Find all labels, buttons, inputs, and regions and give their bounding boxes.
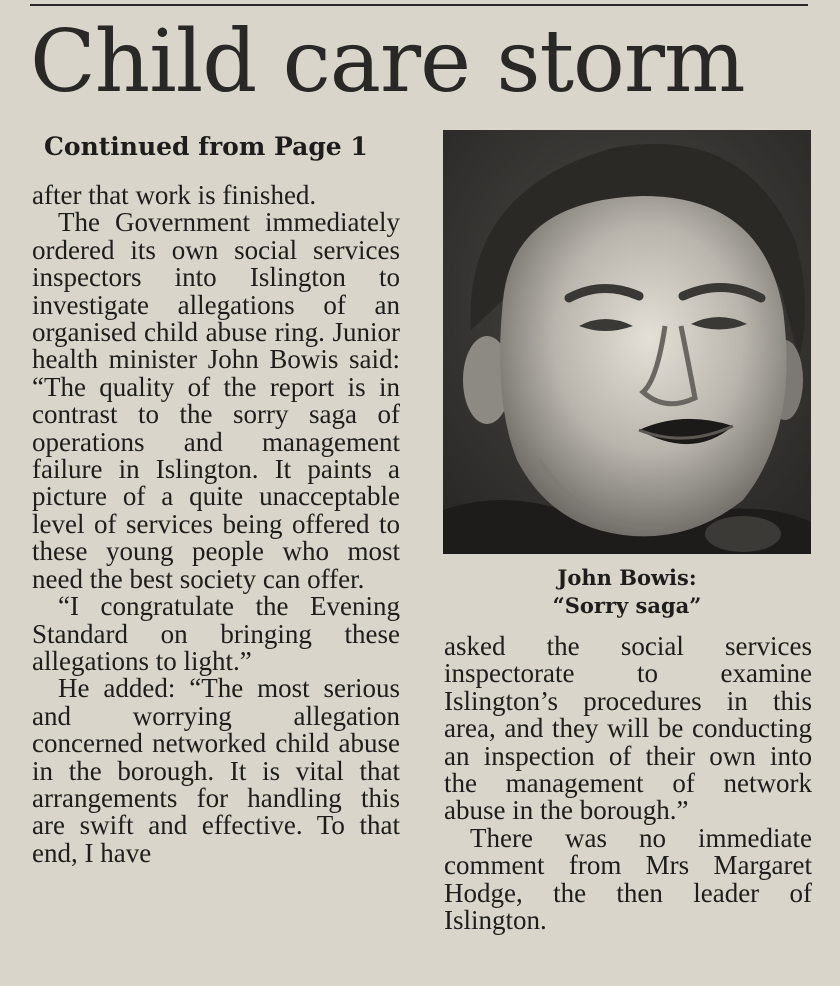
top-rule xyxy=(30,4,808,6)
portrait-photo xyxy=(443,130,811,554)
paragraph: asked the social services inspectorate to examine Islington’s procedures in this area, and they will be conducting an inspection of their own into the management of network abuse in the borough.” xyxy=(444,631,812,826)
paragraph: “I congratulate the Evening Standard on bringing these allegations to light.” xyxy=(32,591,400,676)
continued-label: Continued from Page 1 xyxy=(44,132,368,161)
portrait-illustration xyxy=(443,130,811,554)
caption-name: John Bowis: xyxy=(557,565,697,590)
paragraph: The Government immediately ordered its own social services inspectors into Islington to investigate allegations of an organised child abuse ring. Junior health minister John Bowis said: “The quality of the report is in contrast to the sorry saga of operations and management failure in Islington. It paints a picture of a quite unacceptable level of services being offered to these young people who most need the best society can offer. xyxy=(32,207,400,594)
photo-caption xyxy=(443,564,811,620)
paragraph: There was no immediate comment from Mrs Margaret Hodge, the then leader of Islington. xyxy=(444,822,812,936)
left-column xyxy=(32,182,400,867)
headline: Child care storm xyxy=(30,12,745,112)
paragraph: after that work is finished. xyxy=(32,180,317,210)
paragraph: He added: “The most serious and worrying allegation concerned networked child abuse in the borough. It is vital that arrangements for handling this are swift and effective. To that end, I have xyxy=(32,673,400,868)
caption-quote: “Sorry saga” xyxy=(552,593,702,618)
right-column xyxy=(444,633,812,934)
